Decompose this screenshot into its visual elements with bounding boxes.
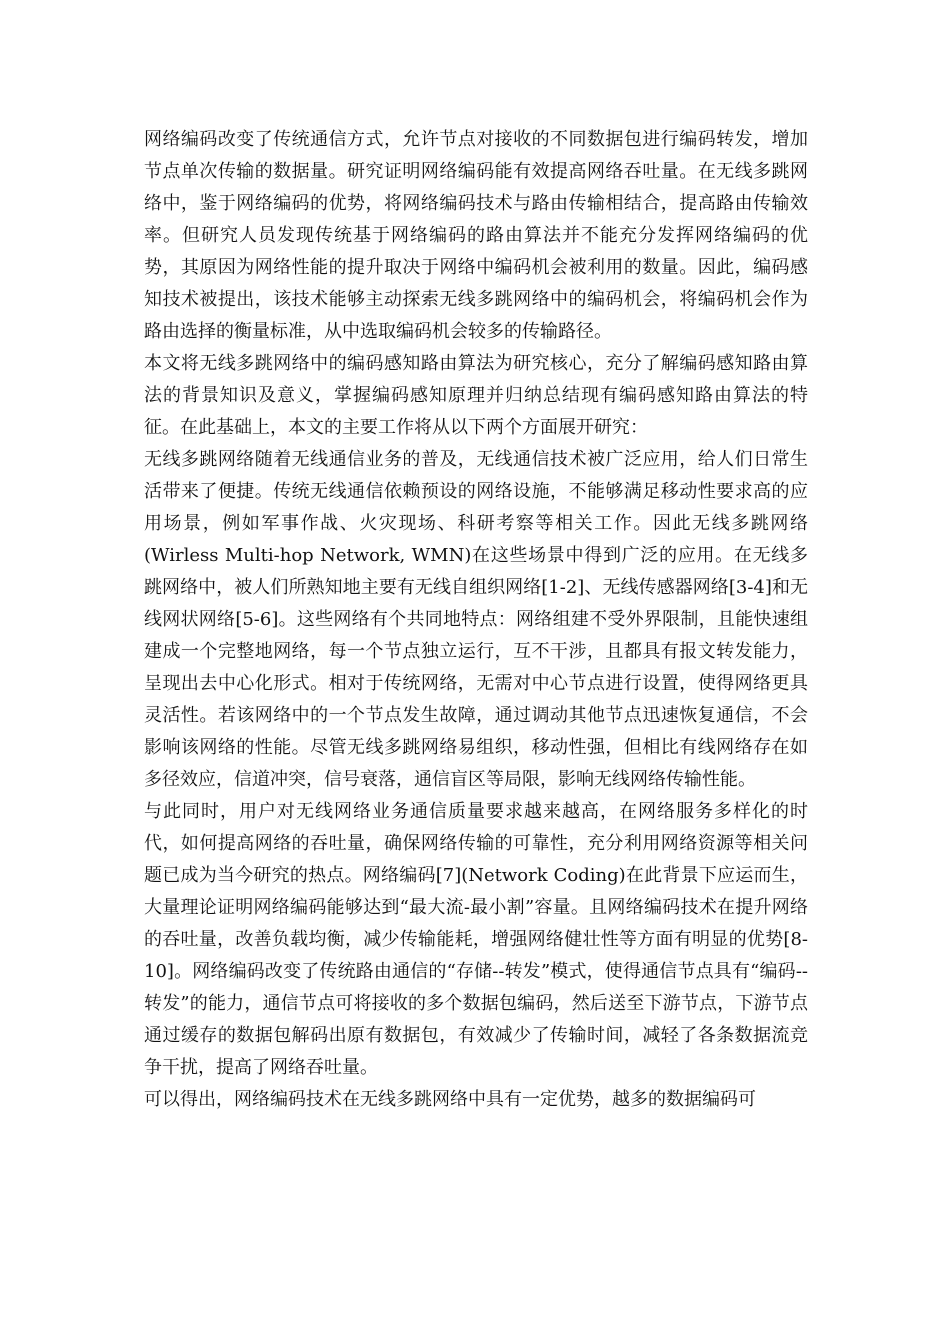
paragraph-conclusion-start: 可以得出，网络编码技术在无线多跳网络中具有一定优势，越多的数据编码可 bbox=[144, 1089, 756, 1110]
paragraph-wmn-background: 无线多跳网络随着无线通信业务的普及，无线通信技术被广泛应用，给人们日常生活带来了便捷。传统无线通信依赖预设的网络设施，不能够满足移动性要求高的应用场景，例如军事作战、火灾现场、科研考察等相关工作。因此无线多跳网络(Wirless Multi-hop Network, WMN)在这些场景中得到广泛的应用。在无线多跳网络中，被人们所熟知地主要有无线自组织网络[1-2]、无线传感器网络[3-4]和无线网状网络[5-6]。这些网络有个共同地特点：网络组建不受外界限制，且能快速组建成一个完整地网络，每一个节点独立运行，互不干涉，且都具有报文转发能力，呈现出去中心化形式。相对于传统网络，无需对中心节点进行设置，使得网络更具灵活性。若该网络中的一个节点发生故障，通过调动其他节点迅速恢复通信，不会影响该网络的性能。尽管无线多跳网络易组织，移动性强，但相比有线网络存在如多径效应，信道冲突，信号衰落，通信盲区等局限，影响无线网络传输性能。 bbox=[144, 449, 808, 790]
paragraph-research-focus: 本文将无线多跳网络中的编码感知路由算法为研究核心，充分了解编码感知路由算法的背景知识及意义，掌握编码感知原理并归纳总结现有编码感知路由算法的特征。在此基础上，本文的主要工作将从以下两个方面展开研究： bbox=[144, 353, 808, 438]
paragraph-coding-intro: 网络编码改变了传统通信方式，允许节点对接收的不同数据包进行编码转发，增加节点单次传输的数据量。研究证明网络编码能有效提高网络吞吐量。在无线多跳网络中，鉴于网络编码的优势，将网络编码技术与路由传输相结合，提高路由传输效率。但研究人员发现传统基于网络编码的路由算法并不能充分发挥网络编码的优势，其原因为网络性能的提升取决于网络中编码机会被利用的数量。因此，编码感知技术被提出，该技术能够主动探索无线多跳网络中的编码机会，将编码机会作为路由选择的衡量标准，从中选取编码机会较多的传输路径。 bbox=[144, 129, 808, 342]
document-body bbox=[144, 124, 808, 1116]
paragraph-network-coding: 与此同时，用户对无线网络业务通信质量要求越来越高，在网络服务多样化的时代，如何提高网络的吞吐量，确保网络传输的可靠性，充分利用网络资源等相关问题已成为当今研究的热点。网络编码[7](Network Coding)在此背景下应运而生，大量理论证明网络编码能够达到“最大流-最小割”容量。且网络编码技术在提升网络的吞吐量，改善负载均衡，减少传输能耗，增强网络健壮性等方面有明显的优势[8-10]。网络编码改变了传统路由通信的“存储--转发”模式，使得通信节点具有“编码--转发”的能力，通信节点可将接收的多个数据包编码，然后送至下游节点，下游节点通过缓存的数据包解码出原有数据包，有效减少了传输时间，减轻了各条数据流竞争干扰，提高了网络吞吐量。 bbox=[144, 801, 808, 1078]
